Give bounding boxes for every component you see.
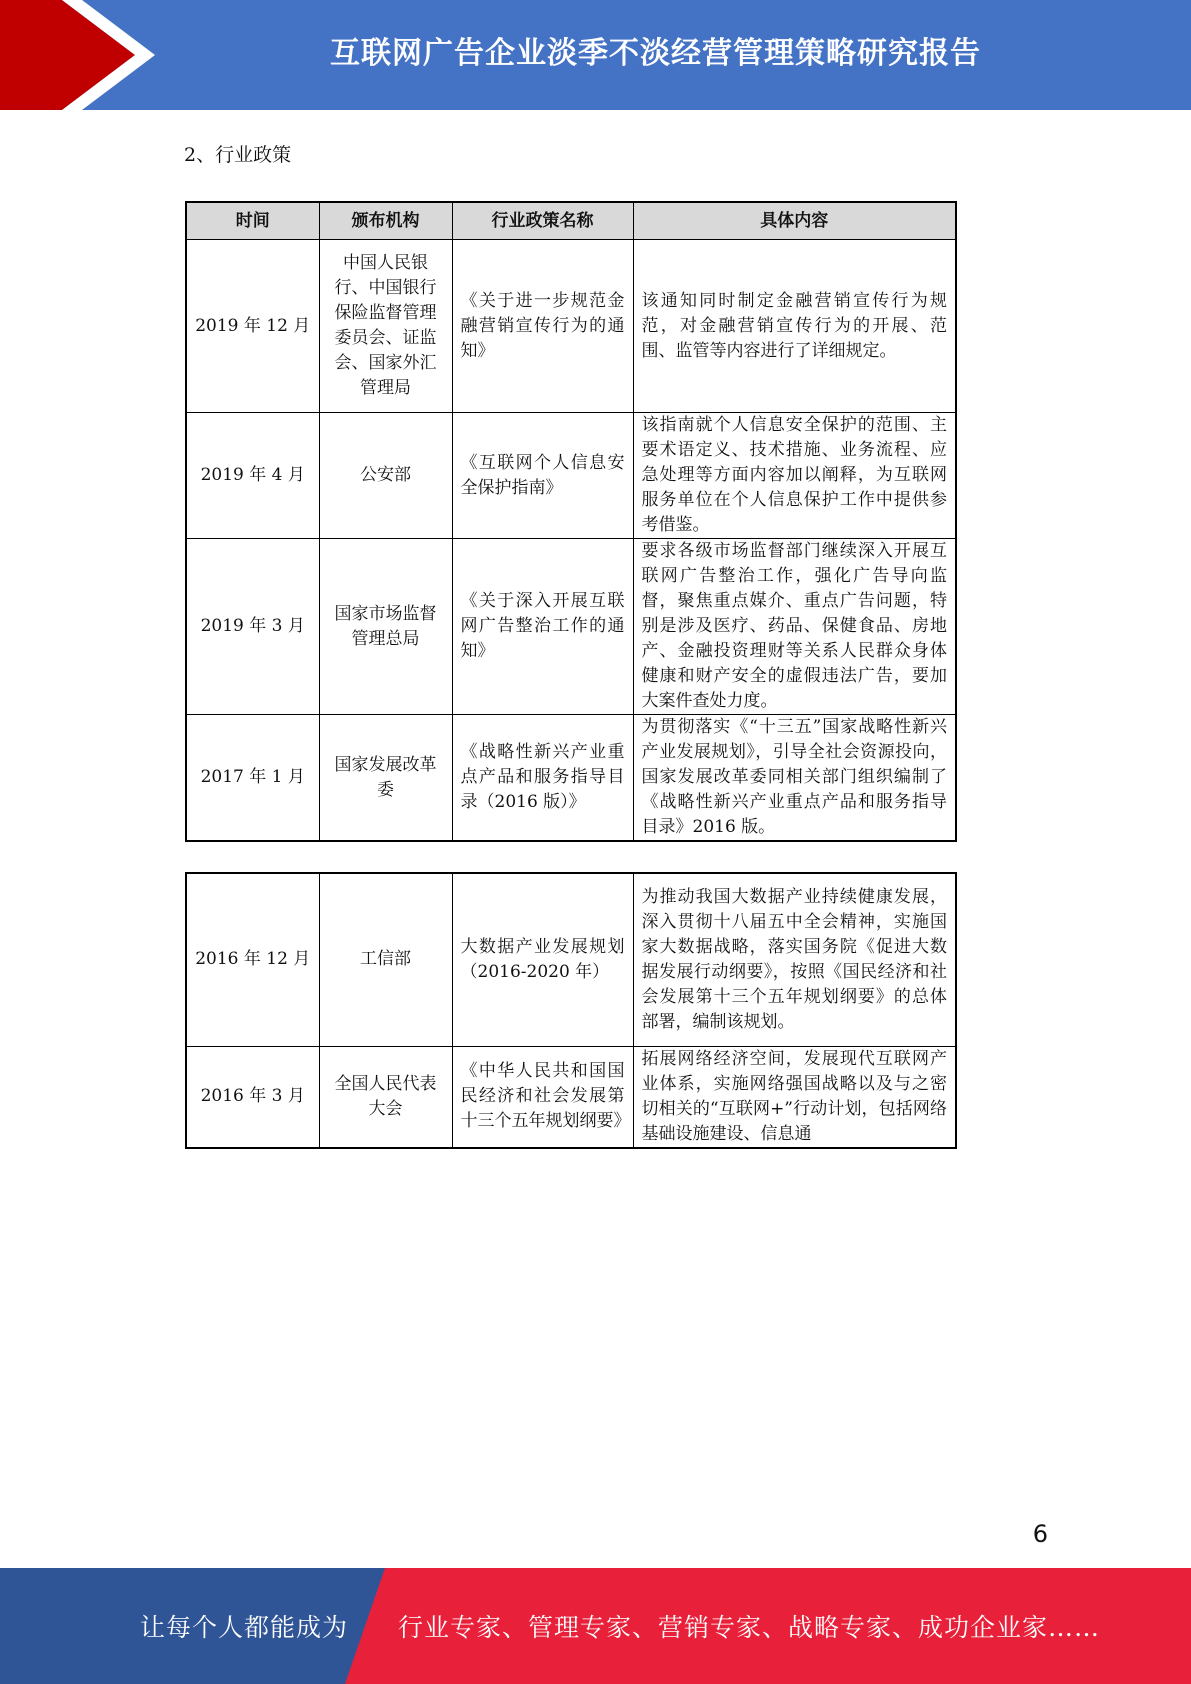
- table-row: [186, 715, 956, 842]
- cell-org: 国家发展改革委: [319, 715, 452, 842]
- header-policy-name: 行业政策名称: [452, 202, 633, 240]
- cell-policy-name: 《互联网个人信息安全保护指南》: [452, 413, 633, 539]
- table-row: [186, 240, 956, 413]
- cell-time: 2019 年 3 月: [186, 539, 319, 715]
- table-row: [186, 539, 956, 715]
- header-org: 颁布机构: [319, 202, 452, 240]
- cell-org: 中国人民银行、中国银行保险监督管理委员会、证监会、国家外汇管理局: [319, 240, 452, 413]
- cell-policy-name: 《战略性新兴产业重点产品和服务指导目录（2016 版）》: [452, 715, 633, 842]
- cell-time: 2016 年 3 月: [186, 1046, 319, 1148]
- cell-policy-name: 大数据产业发展规划（2016-2020 年）: [452, 873, 633, 1046]
- cell-time: 2017 年 1 月: [186, 715, 319, 842]
- header-content: 具体内容: [633, 202, 956, 240]
- cell-policy-name: 《关于深入开展互联网广告整治工作的通知》: [452, 539, 633, 715]
- cell-org: 全国人民代表大会: [319, 1046, 452, 1148]
- cell-time: 2016 年 12 月: [186, 873, 319, 1046]
- table-row: [186, 873, 956, 1046]
- cell-policy-name: 《中华人民共和国国民经济和社会发展第十三个五年规划纲要》: [452, 1046, 633, 1148]
- page-footer: [0, 1568, 1191, 1684]
- section-heading: 2、行业政策: [184, 144, 292, 166]
- cell-org: 公安部: [319, 413, 452, 539]
- table-header-row: [186, 202, 956, 240]
- policy-table-part1: [185, 201, 957, 842]
- table-row: [186, 413, 956, 539]
- table-row: [186, 1046, 956, 1148]
- header-time: 时间: [186, 202, 319, 240]
- cell-content: 为推动我国大数据产业持续健康发展，深入贯彻十八届五中全会精神，实施国家大数据战略，落实国务院《促进大数据发展行动纲要》，按照《国民经济和社会发展第十三个五年规划纲要》的总体部署，编制该规划。: [633, 873, 956, 1046]
- cell-content: 要求各级市场监督部门继续深入开展互联网广告整治工作，强化广告导向监督，聚焦重点媒介、重点广告问题，特别是涉及医疗、药品、保健食品、房地产、金融投资理财等关系人民群众身体健康和财产安全的虚假违法广告，要加大案件查处力度。: [633, 539, 956, 715]
- policy-table-part2: [185, 872, 957, 1149]
- cell-content: 为贯彻落实《“十三五”国家战略性新兴产业发展规划》，引导全社会资源投向，国家发展改革委同相关部门组织编制了《战略性新兴产业重点产品和服务指导目录》2016 版。: [633, 715, 956, 842]
- cell-time: 2019 年 12 月: [186, 240, 319, 413]
- cell-time: 2019 年 4 月: [186, 413, 319, 539]
- cell-content: 该指南就个人信息安全保护的范围、主要术语定义、技术措施、业务流程、应急处理等方面内容加以阐释，为互联网服务单位在个人信息保护工作中提供参考借鉴。: [633, 413, 956, 539]
- cell-org: 国家市场监督管理总局: [319, 539, 452, 715]
- cell-content: 该通知同时制定金融营销宣传行为规范，对金融营销宣传行为的开展、范围、监管等内容进行了详细规定。: [633, 240, 956, 413]
- document-title: 互联网广告企业淡季不淡经营管理策略研究报告: [330, 36, 981, 71]
- page-number: 6: [1032, 1520, 1048, 1548]
- cell-content: 拓展网络经济空间，发展现代互联网产业体系，实施网络强国战略以及与之密切相关的“互联网+”行动计划，包括网络基础设施建设、信息通: [633, 1046, 956, 1148]
- footer-slogan-left: 让每个人都能成为: [140, 1613, 349, 1642]
- footer-slogan-right: 行业专家、管理专家、营销专家、战略专家、成功企业家……: [398, 1613, 1101, 1642]
- cell-policy-name: 《关于进一步规范金融营销宣传行为的通知》: [452, 240, 633, 413]
- cell-org: 工信部: [319, 873, 452, 1046]
- page-header: [0, 0, 1191, 110]
